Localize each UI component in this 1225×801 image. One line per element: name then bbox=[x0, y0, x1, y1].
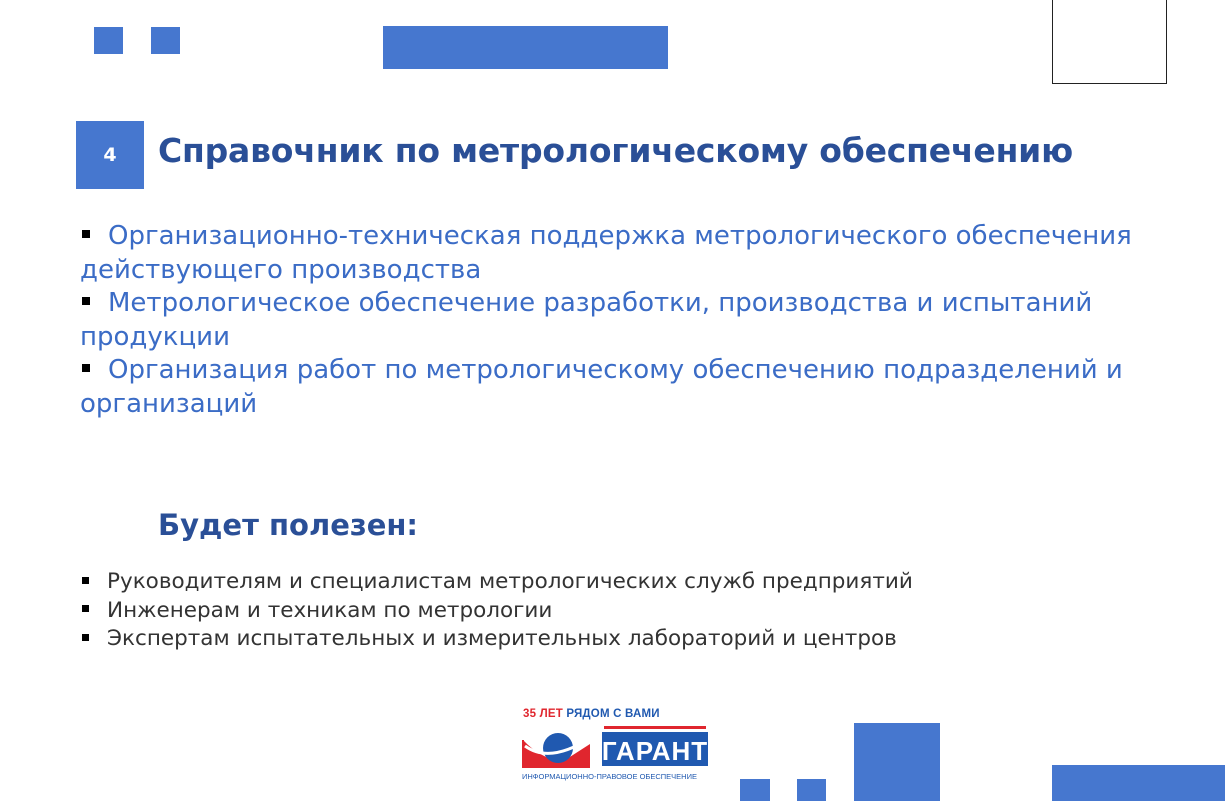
audience-text: Инженерам и техникам по метрологии bbox=[107, 597, 553, 623]
topics-list bbox=[80, 220, 1190, 421]
bullet-icon bbox=[82, 577, 89, 584]
logo-tagline-text: РЯДОМ С ВАМИ bbox=[566, 708, 660, 720]
logo-tagline-years: 35 ЛЕТ bbox=[523, 708, 563, 720]
deco-square-2 bbox=[151, 27, 180, 54]
logo-subtitle: ИНФОРМАЦИОННО-ПРАВОВОЕ ОБЕСПЕЧЕНИЕ bbox=[522, 772, 697, 781]
topic-text: Организация работ по метрологическому обеспечению подразделений и организаций bbox=[80, 355, 1123, 419]
list-item bbox=[80, 625, 1080, 654]
audience-list bbox=[80, 568, 1080, 654]
topic-text: Организационно-техническая поддержка метрологического обеспечения действующего производства bbox=[80, 221, 1132, 285]
bullet-icon bbox=[82, 634, 89, 641]
bullet-icon bbox=[82, 605, 89, 612]
slide-number: 4 bbox=[103, 144, 117, 166]
list-item bbox=[80, 597, 1080, 626]
deco-bar-top bbox=[383, 26, 668, 69]
logo-wordmark: ГАРАНТ bbox=[601, 736, 709, 766]
deco-block-bottom bbox=[854, 723, 940, 801]
bullet-icon bbox=[82, 230, 90, 238]
useful-heading: Будет полезен: bbox=[158, 508, 419, 542]
list-item bbox=[80, 568, 1080, 597]
bullet-icon bbox=[82, 364, 90, 372]
deco-outline-box bbox=[1052, 0, 1167, 84]
page-title: Справочник по метрологическому обеспечению bbox=[158, 131, 1073, 170]
logo-emblem-icon bbox=[520, 722, 715, 772]
audience-text: Руководителям и специалистам метрологических служб предприятий bbox=[107, 569, 913, 594]
deco-square-1 bbox=[94, 27, 123, 54]
topic-text: Метрологическое обеспечение разработки, производства и испытаний продукции bbox=[80, 288, 1093, 352]
logo-tagline bbox=[523, 708, 660, 720]
list-item bbox=[80, 354, 1190, 421]
list-item bbox=[80, 287, 1190, 354]
list-item bbox=[80, 220, 1190, 287]
audience-text: Экспертам испытательных и измерительных лабораторий и центров bbox=[107, 626, 897, 651]
garant-logo bbox=[520, 708, 715, 786]
deco-square-bottom-2 bbox=[797, 779, 826, 801]
deco-square-bottom-1 bbox=[740, 779, 770, 801]
slide-number-badge bbox=[76, 121, 144, 189]
deco-bar-bottom bbox=[1052, 765, 1225, 801]
bullet-icon bbox=[82, 297, 90, 305]
